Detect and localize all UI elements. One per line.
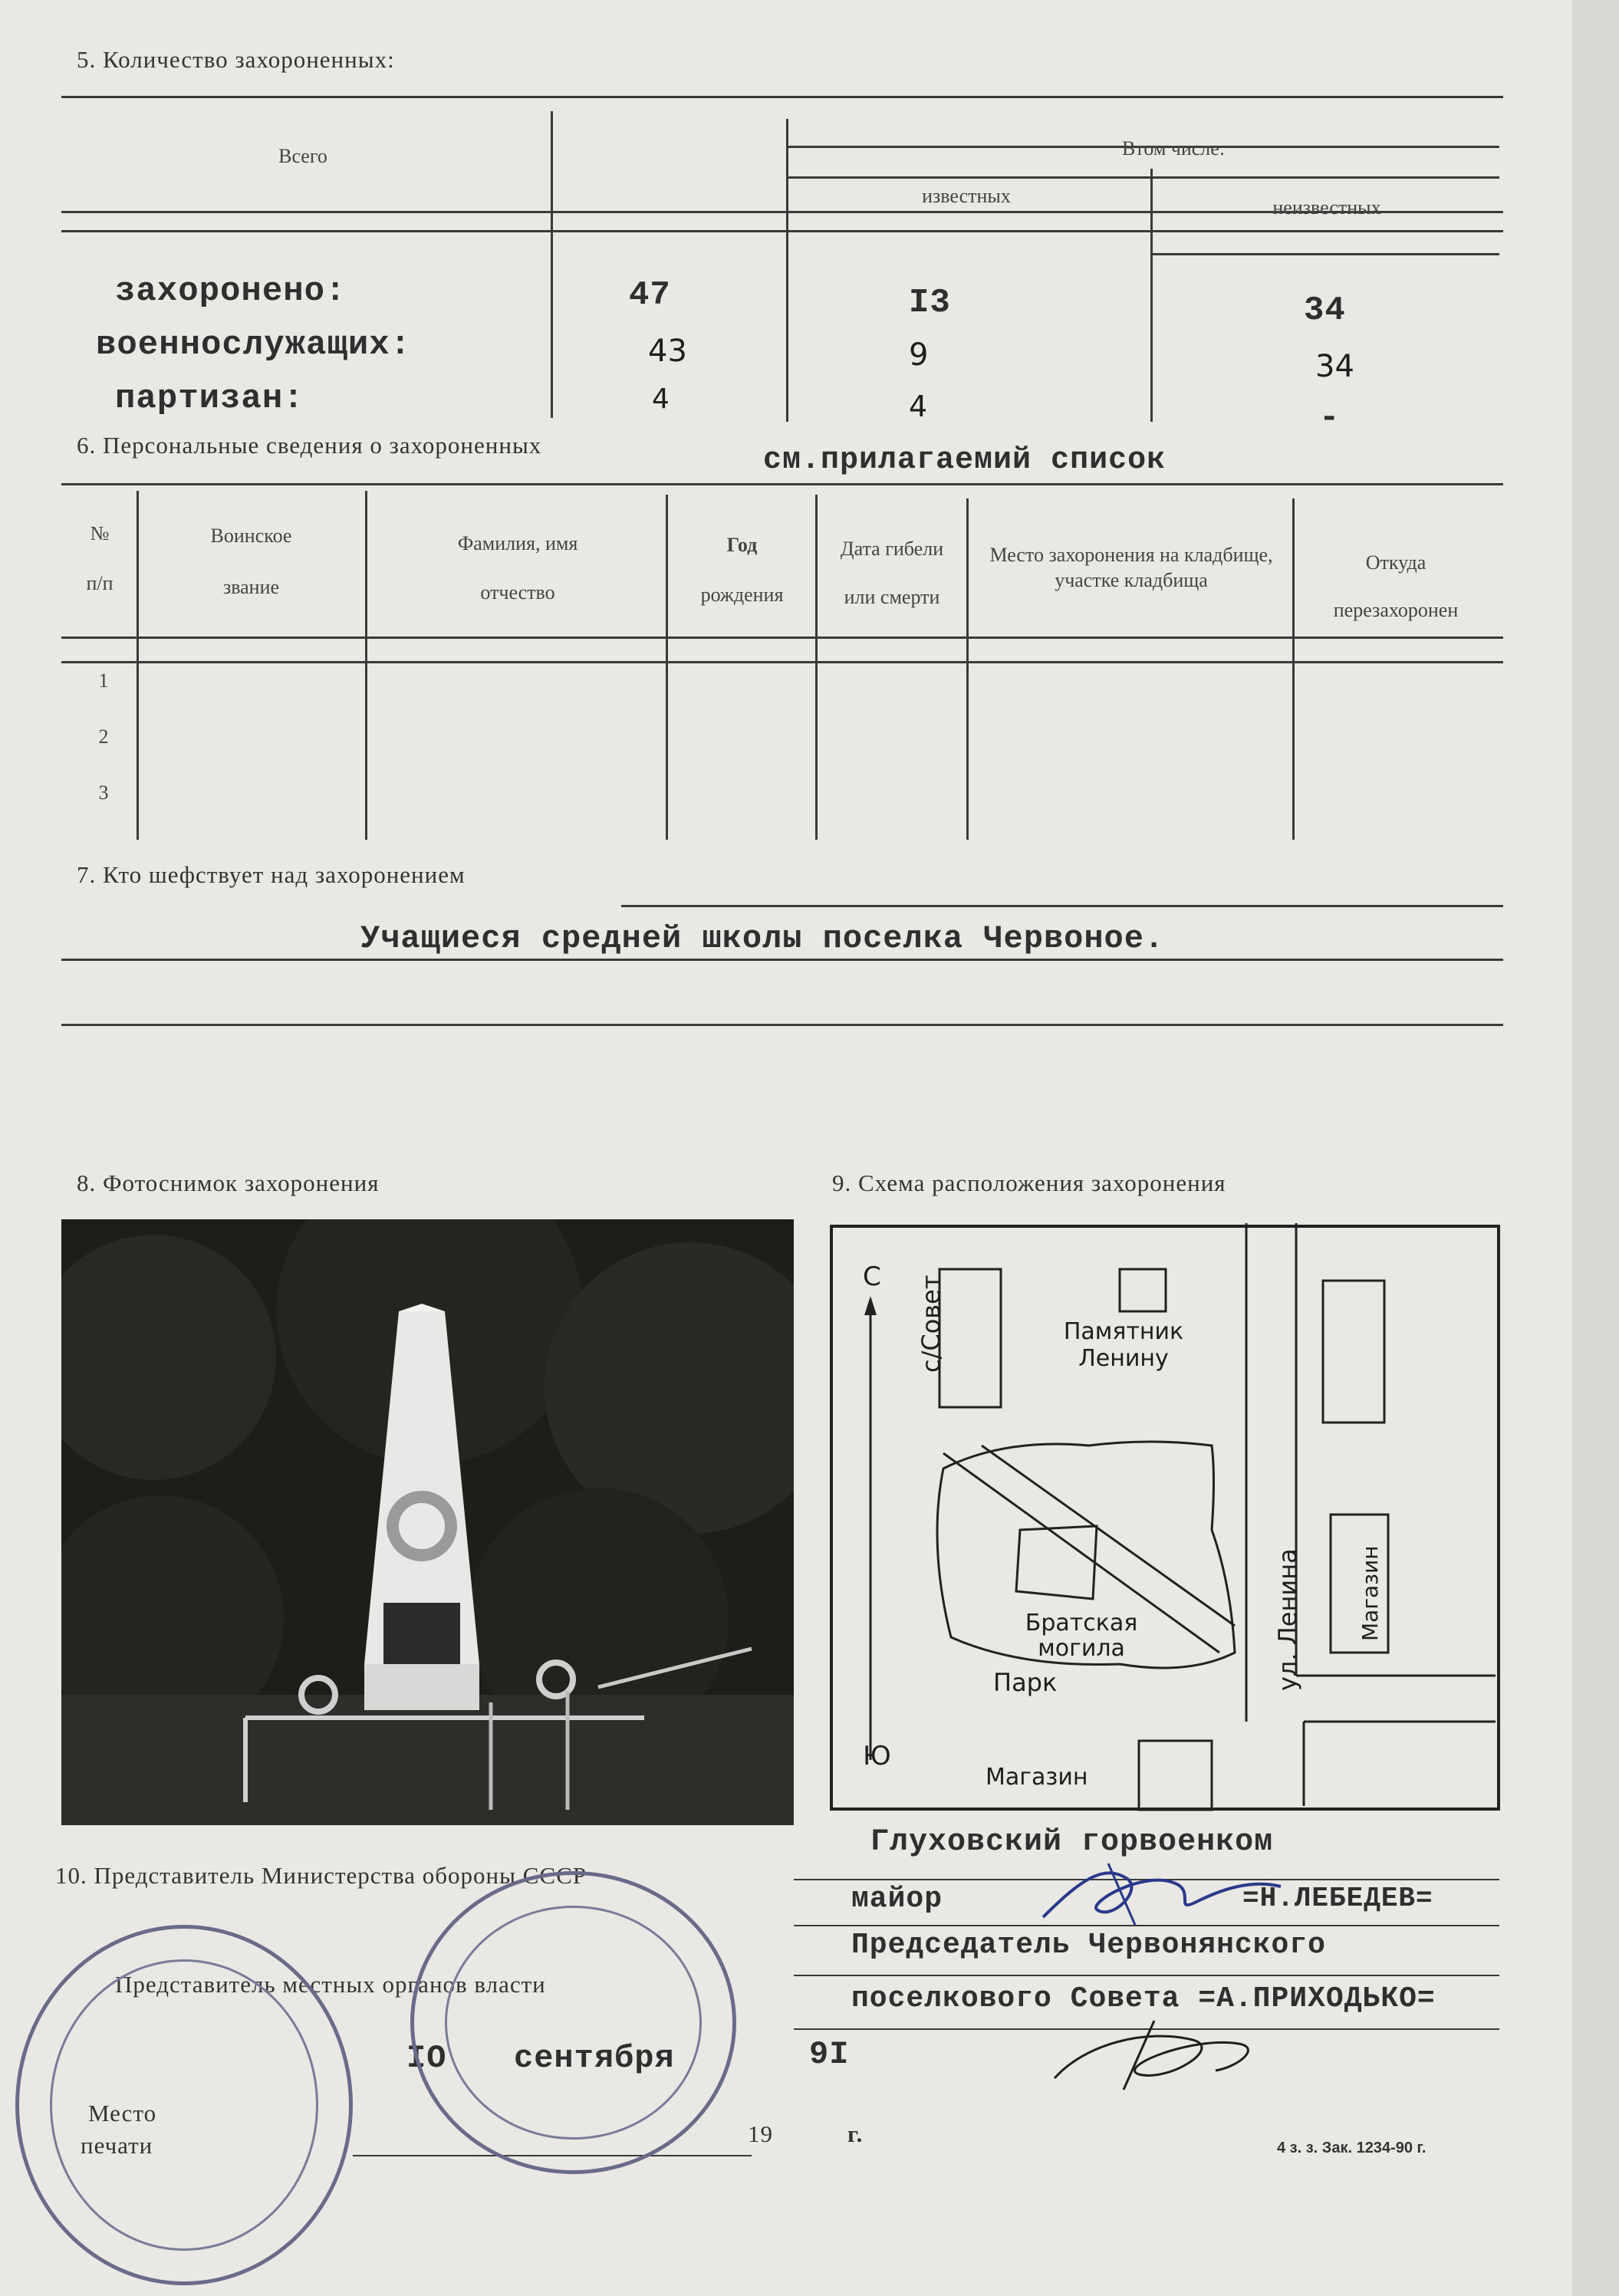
seal-stamp bbox=[15, 1925, 353, 2285]
typed-line: майор bbox=[851, 1883, 943, 1916]
section8-title: 8. Фотоснимок захоронения bbox=[77, 1169, 380, 1196]
rank-header: Воинское bbox=[210, 525, 292, 547]
divider bbox=[794, 1975, 1499, 1976]
divider bbox=[966, 498, 969, 840]
print-info: 4 з. з. Зак. 1234-90 г. bbox=[1277, 2140, 1426, 2156]
village-council-label: с/Совет bbox=[916, 1275, 946, 1373]
divider bbox=[61, 1024, 1503, 1026]
street-label: ул. Ленина bbox=[1273, 1548, 1302, 1691]
divider bbox=[815, 495, 818, 840]
grave-label: Братская могила bbox=[1025, 1610, 1138, 1662]
name-header: Фамилия, имя bbox=[457, 532, 578, 554]
signature-local bbox=[1039, 2013, 1269, 2097]
known-value: 9 bbox=[909, 337, 929, 373]
signature-military bbox=[1035, 1848, 1288, 1940]
patron-answer: Учащиеся средней школы поселка Червоное. bbox=[360, 920, 1165, 957]
section10-title: 10. Представитель Министерства обороны СССР bbox=[55, 1862, 587, 1889]
section7-title: 7. Кто шефствует над захоронением bbox=[77, 861, 466, 888]
col-total-header: Всего bbox=[278, 145, 327, 167]
total-value: 4 bbox=[652, 383, 670, 415]
divider bbox=[1292, 498, 1295, 840]
col-unknown-header: неизвестных bbox=[1272, 196, 1381, 219]
birth-subheader: рождения bbox=[700, 584, 784, 606]
mass-grave-mark bbox=[1016, 1526, 1097, 1599]
monument-label: Памятник Ленину bbox=[1063, 1318, 1184, 1372]
rank-subheader: звание bbox=[222, 576, 280, 598]
divider bbox=[61, 959, 1503, 961]
place-label: Место bbox=[88, 2100, 157, 2127]
row-number: 1 bbox=[98, 669, 109, 692]
divider bbox=[1150, 169, 1153, 422]
unknown-value: - bbox=[1319, 399, 1341, 437]
south-label: Ю bbox=[863, 1741, 891, 1771]
name-subheader: отчество bbox=[480, 581, 555, 604]
divider bbox=[666, 495, 668, 840]
shop-right-label: Магазин bbox=[1357, 1545, 1383, 1641]
row-label: захоронено: bbox=[115, 272, 347, 311]
stamp-label: печати bbox=[81, 2132, 153, 2159]
death-subheader: или смерти bbox=[844, 586, 940, 608]
num-subheader: п/п bbox=[86, 572, 114, 594]
divider bbox=[61, 96, 1503, 98]
divider bbox=[61, 483, 1503, 485]
row-number: 2 bbox=[98, 725, 109, 748]
seal-stamp bbox=[410, 1871, 736, 2174]
year-suffix: г. bbox=[847, 2120, 864, 2147]
date-month: сентября bbox=[514, 2040, 675, 2077]
burial-place-header: Место захоронения на кладбище, участке кладбища bbox=[989, 544, 1273, 591]
typed-line: =Н.ЛЕБЕДЕВ= bbox=[1242, 1883, 1433, 1914]
total-value: 43 bbox=[648, 334, 687, 369]
row-label: партизан: bbox=[115, 380, 304, 418]
section9-title: 9. Схема расположения захоронения bbox=[832, 1169, 1226, 1196]
local-rep-label: Представитель местных органов власти bbox=[115, 1971, 546, 1998]
divider bbox=[621, 905, 1503, 907]
obelisk-photo-illustration bbox=[61, 1219, 794, 1825]
known-value: 4 bbox=[909, 390, 928, 423]
num-header: № bbox=[90, 522, 110, 544]
divider bbox=[365, 491, 367, 840]
row-number: 3 bbox=[98, 781, 109, 804]
col-known-header: известных bbox=[922, 185, 1011, 207]
row-label: военнослужащих: bbox=[96, 326, 412, 364]
village-council-building bbox=[939, 1269, 1001, 1407]
divider bbox=[61, 636, 1503, 639]
divider bbox=[61, 661, 1503, 663]
divider bbox=[61, 230, 1503, 232]
birth-header: Год bbox=[726, 534, 758, 556]
monument-building bbox=[1120, 1269, 1166, 1311]
divider bbox=[137, 491, 139, 840]
date-day: IO bbox=[406, 2040, 447, 2077]
section5-title: 5. Количество захороненных: bbox=[77, 46, 395, 73]
death-header: Дата гибели bbox=[840, 538, 944, 560]
date-year: 9I bbox=[809, 2036, 850, 2073]
section6-title: 6. Персональные сведения о захороненных bbox=[77, 432, 542, 459]
divider bbox=[786, 119, 788, 422]
known-value: I3 bbox=[909, 284, 951, 322]
total-value: 47 bbox=[629, 276, 671, 314]
attached-list-note: см.прилагаемий список bbox=[763, 443, 1167, 478]
divider bbox=[1150, 253, 1499, 255]
divider bbox=[786, 176, 1499, 179]
typed-line: поселкового Совета =А.ПРИХОДЬКО= bbox=[851, 1982, 1436, 2015]
shop-bottom-label: Магазин bbox=[986, 1764, 1088, 1791]
north-label: С bbox=[863, 1261, 881, 1292]
col-including-header: Втом числе: bbox=[1121, 137, 1226, 160]
year-prefix: 19 bbox=[748, 2120, 773, 2147]
burial-photo bbox=[61, 1219, 794, 1825]
typed-line: Глуховский горвоенком bbox=[870, 1825, 1274, 1860]
from-subheader: перезахоронен bbox=[1333, 599, 1459, 621]
shop-bottom-building bbox=[1139, 1741, 1212, 1810]
unknown-value: 34 bbox=[1304, 291, 1346, 330]
park-label: Парк bbox=[993, 1668, 1058, 1697]
divider bbox=[551, 111, 553, 418]
typed-line: Председатель Червонянского bbox=[851, 1929, 1326, 1962]
unknown-value: 34 bbox=[1315, 349, 1354, 384]
from-header: Откуда bbox=[1365, 551, 1426, 574]
